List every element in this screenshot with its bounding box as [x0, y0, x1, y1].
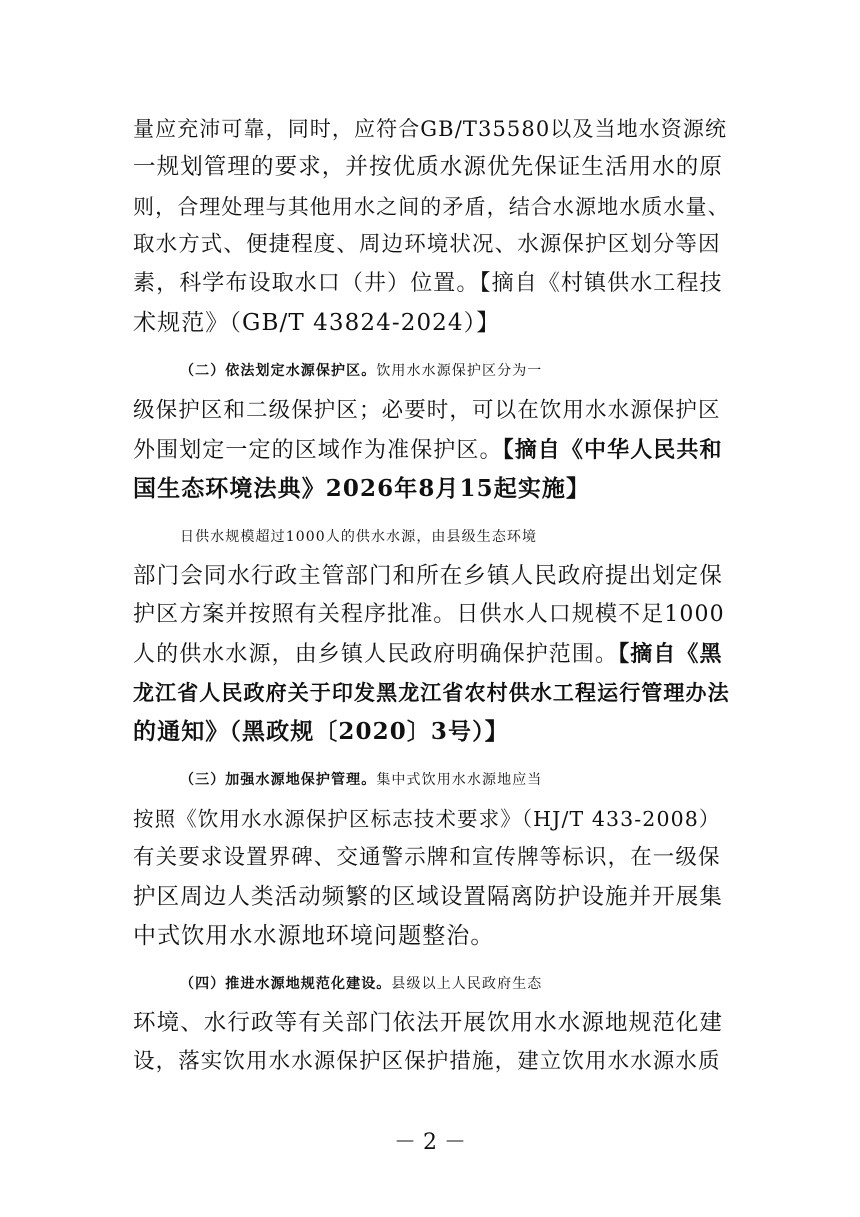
paragraph-1-line-2: 一规划管理的要求，并按优质水源优先保证生活用水的原 [133, 154, 724, 180]
paragraph-3-citation-start: 【摘自《黑 [618, 641, 723, 667]
paragraph-2-line-1-text: 饮用水水源保护区分为一 [376, 363, 543, 379]
paragraph-5-line-2: 环境、水行政等有关部门依法开展饮用水水源地规范化建 [133, 1010, 724, 1036]
section-heading-4: （四）推进水源地规范化建设。 [180, 976, 392, 992]
paragraph-2-line-3-text: 外围划定一定的区域作为准保护区。 [133, 438, 503, 463]
paragraph-1-line-3: 则，合理处理与其他用水之间的矛盾，结合水源地水质水量、 [133, 195, 730, 219]
paragraph-4-line-1-text: 集中式饮用水水源地应当 [376, 772, 543, 788]
paragraph-2-line-1 [180, 355, 780, 387]
paragraph-2-line-2: 级保护区和二级保护区；必要时，可以在饮用水水源保护区 [133, 398, 721, 423]
paragraph-1-line-6: 术规范》（GB/T 43824-2024）】 [133, 310, 501, 336]
paragraph-3-line-1: 日供水规模超过1000人的供水水源，由县级生态环境 [180, 529, 538, 545]
paragraph-4-line-3: 有关要求设置界碑、交通警示牌和宣传牌等标识，在一级保 [133, 845, 721, 870]
paragraph-3-citation-end: 的通知》（黑政规〔2020〕3号）】 [133, 718, 509, 745]
paragraph-1-line-1: 量应充沛可靠，同时，应符合GB/T35580以及当地水资源统 [133, 117, 728, 141]
paragraph-2-citation-end: 国生态环境法典》2026年8月15起实施】 [133, 475, 591, 502]
paragraph-1-line-5: 素，科学布设取水口（井）位置。【摘自《村镇供水工程技 [133, 271, 723, 296]
paragraph-5-line-1-text: 县级以上人民政府生态 [391, 976, 543, 992]
paragraph-4-line-2: 按照《饮用水水源保护区标志技术要求》（HJ/T 433-2008） [133, 807, 721, 831]
paragraph-2-citation-start: 【摘自《中华人民共和 [502, 437, 723, 463]
paragraph-2-line-3 [133, 434, 733, 467]
page-number: － 2 － [394, 1130, 466, 1155]
paragraph-5-line-1 [180, 968, 780, 1000]
paragraph-3-line-3: 护区方案并按照有关程序批准。日供水人口规模不足1000 [133, 602, 725, 627]
paragraph-3-line-4 [133, 638, 733, 671]
section-heading-3: （三）加强水源地保护管理。 [180, 772, 377, 788]
section-heading-2: （二）依法划定水源保护区。 [180, 363, 377, 379]
paragraph-3-line-2: 部门会同水行政主管部门和所在乡镇人民政府提出划定保 [133, 563, 724, 589]
paragraph-1-line-4: 取水方式、便捷程度、周边环境状况、水源保护区划分等因 [133, 232, 721, 257]
paragraph-3-line-4-text: 人的供水水源，由乡镇人民政府明确保护范围。 [133, 642, 619, 667]
paragraph-4-line-5: 中式饮用水水源地环境问题整治。 [133, 923, 495, 949]
paragraph-5-line-3: 设，落实饮用水水源保护区保护措施，建立饮用水水源水质 [133, 1049, 721, 1074]
paragraph-4-line-1 [180, 764, 780, 796]
paragraph-4-line-4: 护区周边人类活动频繁的区域设置隔离防护设施并开展集 [133, 884, 724, 910]
paragraph-3-citation-middle: 龙江省人民政府关于印发黑龙江省农村供水工程运行管理办法 [133, 680, 730, 705]
